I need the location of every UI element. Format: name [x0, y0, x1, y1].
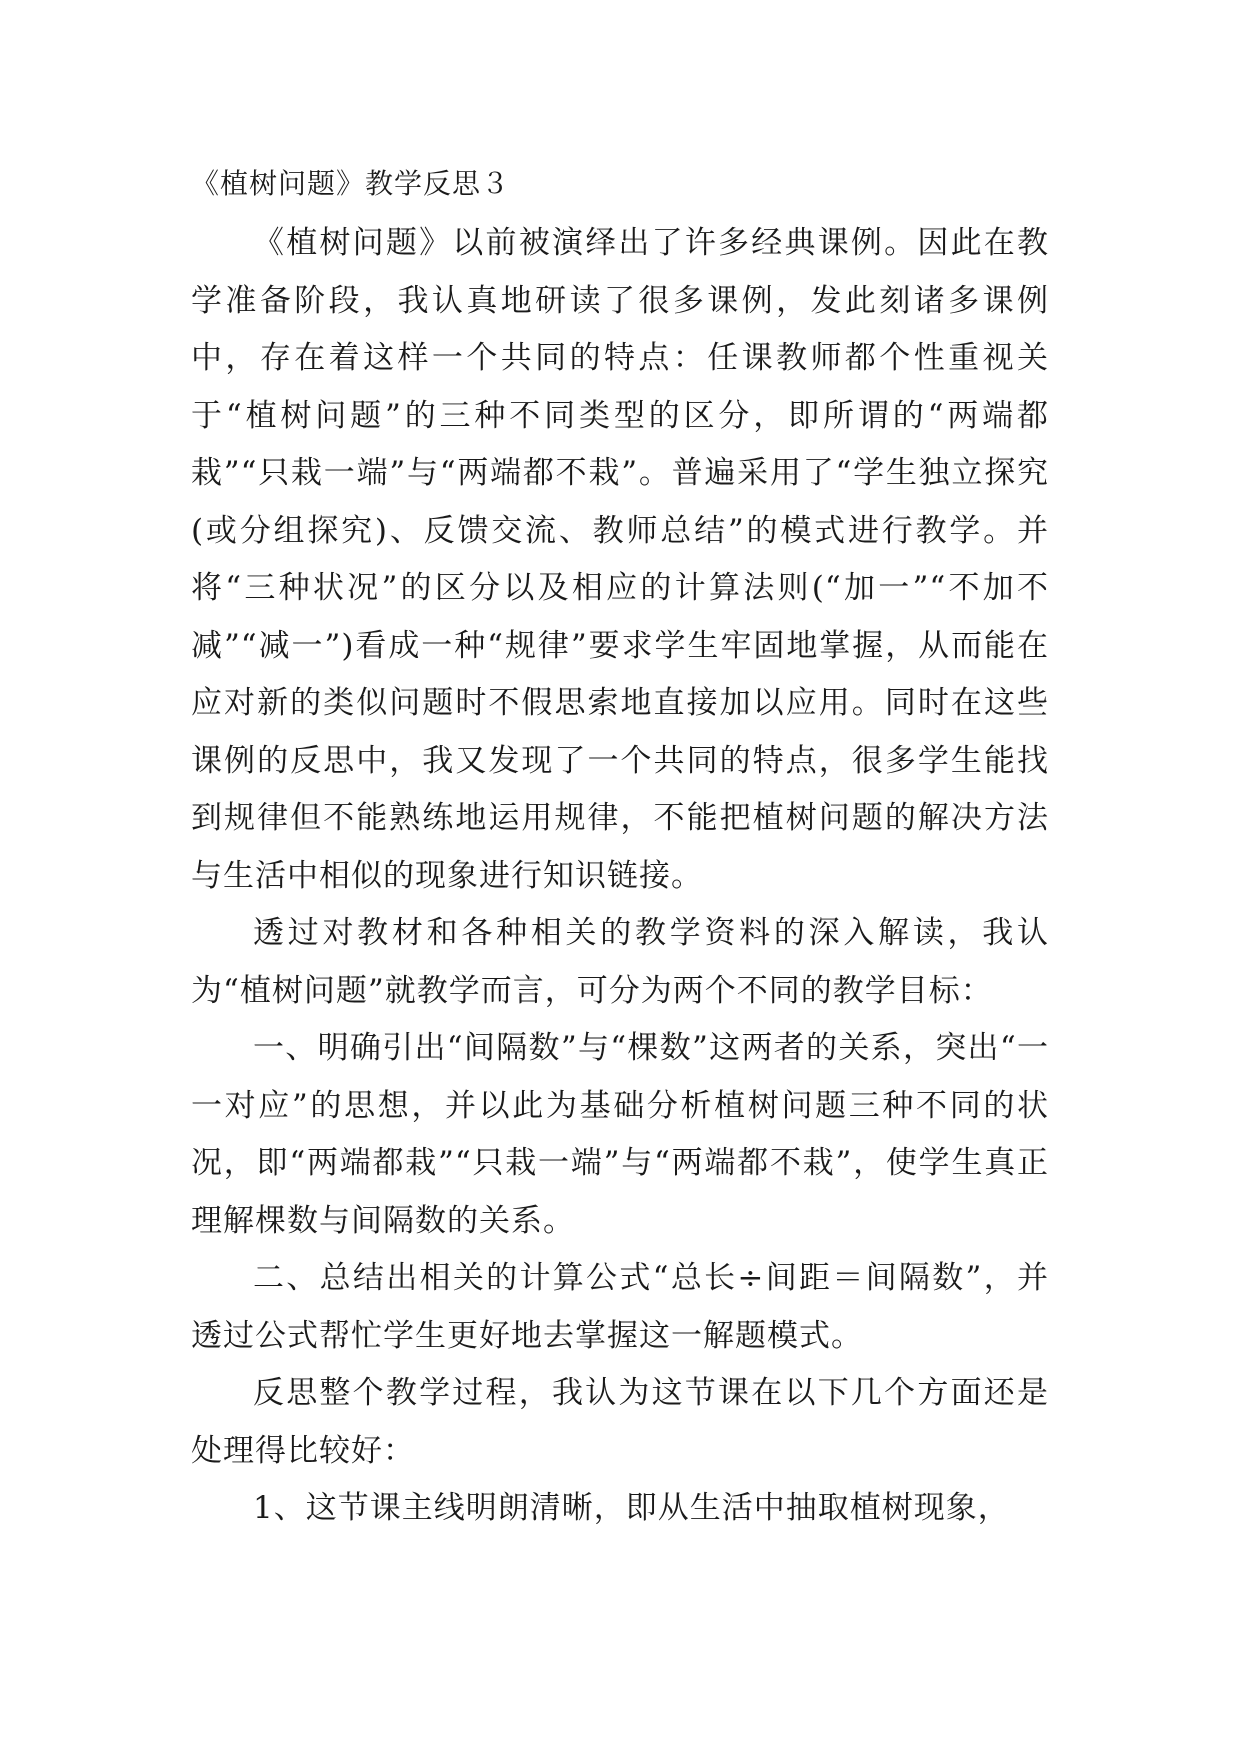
- paragraph-point-one: 1、这节课主线明朗清晰，即从生活中抽取植树现象，: [253, 1490, 1010, 1526]
- paragraph-goal-two: 二、总结出相关的计算公式“总长÷间距＝间隔数”，并透过公式帮忙学生更好地去掌握这一解题模式。: [191, 1260, 1049, 1354]
- document-title: 《植树问题》教学反思３: [191, 167, 511, 200]
- paragraph-reflection: 反思整个教学过程，我认为这节课在以下几个方面还是处理得比较好：: [191, 1375, 1049, 1469]
- paragraph-goal-one: 一、明确引出“间隔数”与“棵数”这两者的关系，突出“一一对应”的思想，并以此为基础分析植树问题三种不同的状况，即“两端都栽”“只栽一端”与“两端都不栽”，使学生真正理解棵数与间隔数的关系。: [191, 1030, 1049, 1239]
- paragraph-intro: 《植树问题》以前被演绎出了许多经典课例。因此在教学准备阶段，我认真地研读了很多课例，发此刻诸多课例中，存在着这样一个共同的特点：任课教师都个性重视关于“植树问题”的三种不同类型的区分，即所谓的“两端都栽”“只栽一端”与“两端都不栽”。普遍采用了“学生独立探究(或分组探究)、反馈交流、教师总结”的模式进行教学。并将“三种状况”的区分以及相应的计算法则(“加一”“不加不减”“减一”)看成一种“规律”要求学生牢固地掌握，从而能在应对新的类似问题时不假思索地直接加以应用。同时在这些课例的反思中，我又发现了一个共同的特点，很多学生能找到规律但不能熟练地运用规律，不能把植树问题的解决方法与生活中相似的现象进行知识链接。: [191, 225, 1049, 894]
- document-body: [191, 165, 1049, 1538]
- paragraph-analysis: 透过对教材和各种相关的教学资料的深入解读，我认为“植树问题”就教学而言，可分为两个不同的教学目标：: [191, 915, 1049, 1009]
